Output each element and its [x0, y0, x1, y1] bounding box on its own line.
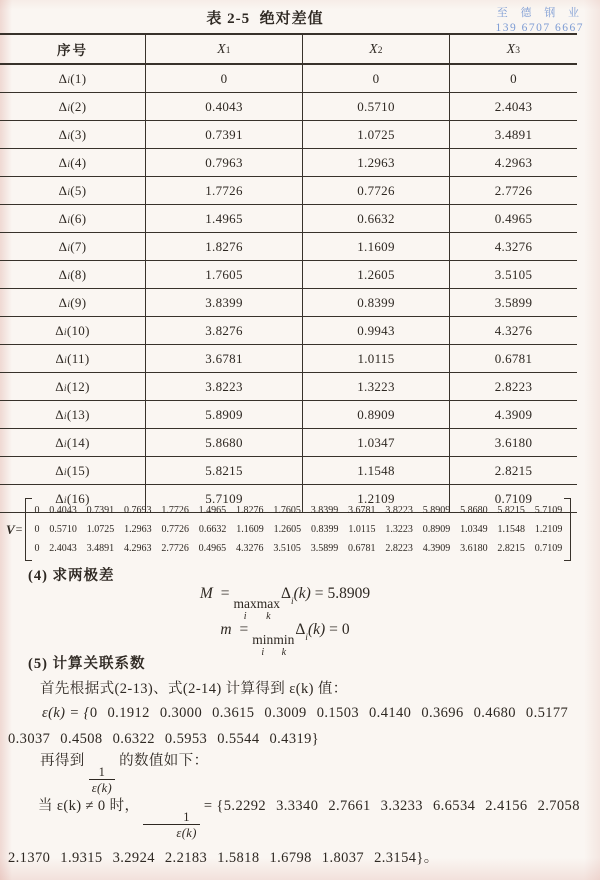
- fraction-numerator: 1: [183, 809, 190, 824]
- x1-value: 1.7726: [146, 177, 303, 204]
- x3-value: 0.4965: [494, 210, 533, 226]
- table-header-row: [0, 35, 577, 65]
- delta-argument: (k): [293, 585, 311, 602]
- x2-value: 1.0725: [303, 121, 450, 148]
- matrix-value: 3.5899: [310, 543, 339, 554]
- x1-value: 0.7391: [146, 121, 303, 148]
- x2-value: 0.8909: [303, 401, 450, 428]
- matrix-row: [34, 520, 562, 539]
- row-label: Δ $_i$ (4): [0, 149, 146, 176]
- matrix-value: 5.8909: [422, 505, 451, 516]
- matrix-value: 0.5710: [49, 524, 77, 535]
- matrix-value: 0: [34, 505, 40, 516]
- matrix-value: 1.2605: [273, 524, 302, 535]
- x2-value: 0.9943: [303, 317, 450, 344]
- reciprocal-values-paragraph: [8, 789, 596, 876]
- x1-value: 0: [146, 65, 303, 92]
- x3-value: 2.8215: [494, 462, 533, 478]
- diff-table: [0, 33, 577, 513]
- para3-pre-text: 当 ε(k) ≠ 0 时，: [38, 798, 140, 814]
- x2-value: 0.7726: [303, 177, 450, 204]
- max-limit-k: k: [266, 611, 271, 623]
- max-op: max: [233, 595, 257, 611]
- table-row: [0, 177, 577, 205]
- delta-subscript: i: [305, 633, 308, 644]
- table-row: [0, 121, 577, 149]
- equals-sign: =: [220, 585, 230, 602]
- x1-value: 3.8223: [146, 373, 303, 400]
- x3-value: 3.4891: [494, 126, 533, 142]
- fraction-denominator: [143, 824, 199, 840]
- row-label: Δ $_i$ (7): [0, 233, 146, 260]
- x2-value: 0.5710: [303, 93, 450, 120]
- matrix-value: 5.7109: [534, 505, 563, 516]
- row-label: Δ $_i$ (8): [0, 261, 146, 288]
- matrix-value: 1.8276: [236, 505, 264, 516]
- x1-value: 3.6781: [146, 345, 303, 372]
- para2-pre-text: 再得到: [40, 753, 85, 769]
- row-label: Δ $_i$ (2): [0, 93, 146, 120]
- header-x2-base: X: [369, 41, 378, 56]
- matrix-value: 0.7693: [123, 505, 152, 516]
- x1-value: 3.8276: [146, 317, 303, 344]
- table-row: [0, 65, 577, 93]
- x3-value: 4.3276: [494, 322, 533, 338]
- formula-M-lhs: M: [199, 585, 213, 602]
- section5-paragraph1: 首先根据式(2-13)、式(2-14) 计算得到 ε(k) 值：: [40, 681, 348, 697]
- epsilon-values-paragraph: [8, 700, 593, 752]
- matrix-value: 5.8215: [497, 505, 525, 516]
- x3-value: 3.6180: [494, 434, 533, 450]
- epsilon-prefix: ε(k) = {: [42, 705, 90, 721]
- x1-value: 1.7605: [146, 261, 303, 288]
- matrix-value: 1.2963: [124, 524, 152, 535]
- max-op: max: [256, 595, 280, 611]
- x2-value: 1.1609: [303, 233, 450, 260]
- equals-sign: =: [329, 621, 338, 638]
- row-label: Δ $_i$ (15): [0, 457, 146, 484]
- header-x1-base: X: [217, 41, 226, 56]
- fraction-denominator-text: ε(k): [91, 781, 113, 796]
- x3-value: 2.4043: [494, 98, 533, 114]
- epsilon-suffix: }: [311, 731, 320, 747]
- delta-subscript: i: [290, 597, 294, 608]
- row-label: Δ $_i$ (12): [0, 373, 146, 400]
- matrix-value: 0.4965: [198, 543, 227, 554]
- matrix-value: 3.8223: [385, 505, 413, 516]
- inv-suffix: }。: [416, 849, 439, 866]
- matrix-body: [25, 498, 571, 561]
- matrix-value: 2.4043: [49, 543, 77, 554]
- table-row: [0, 373, 577, 401]
- x2-value: 1.2963: [303, 149, 450, 176]
- formula-max-range: [0, 585, 570, 622]
- matrix-value: 3.5105: [273, 543, 301, 554]
- section5-heading: (5) 计算关联系数: [28, 656, 146, 672]
- matrix-value: 1.0725: [86, 524, 115, 535]
- x2-value: 0.6632: [303, 205, 450, 232]
- matrix-value: 3.6781: [348, 505, 376, 516]
- x1-value: 0.4043: [146, 93, 303, 120]
- matrix-row: [34, 501, 562, 520]
- reciprocal-fraction: [143, 810, 199, 841]
- table-row: [0, 345, 577, 373]
- matrix-value: 0.7109: [534, 543, 563, 554]
- x2-value: 1.3223: [303, 373, 450, 400]
- inv-equals-brace: = {: [203, 798, 224, 814]
- x3-value: 0.6781: [494, 350, 533, 366]
- matrix-value: 1.3223: [385, 524, 413, 535]
- matrix-value: 5.8680: [460, 505, 488, 516]
- row-label: Δ $_i$ (11): [0, 345, 146, 372]
- matrix-value: 0: [34, 543, 40, 554]
- matrix-value: 1.7726: [161, 505, 189, 516]
- section4-heading: (4) 求两极差: [28, 568, 115, 584]
- matrix-bracket-right: [564, 498, 571, 561]
- table-row: [0, 289, 577, 317]
- para2-post-text: 的数值如下：: [119, 753, 209, 769]
- inv-values: 5.2292 3.3340 2.7661 3.3233 6.6534 2.4156 2.7058 2.1370 1.9315 3.2924 2.2183 1.5818 1.6798 1.8037 2.3154: [8, 798, 580, 866]
- row-label: Δ $_i$ (5): [0, 177, 146, 204]
- table-row: [0, 401, 577, 429]
- min-op: min: [252, 631, 274, 647]
- header-serial: 序号: [0, 35, 146, 63]
- watermark-company: 至 德 钢 业: [496, 7, 584, 19]
- matrix-variable: V: [6, 521, 15, 537]
- x3-value: 2.7726: [494, 182, 533, 198]
- header-x1: X $_1$: [146, 35, 303, 63]
- matrix-value: 0.7391: [86, 505, 115, 516]
- x1-value: 5.8680: [146, 429, 303, 456]
- matrix-v: [6, 498, 571, 561]
- row-label: Δ $_i$ (3): [0, 121, 146, 148]
- matrix-value: 3.6180: [460, 543, 488, 554]
- matrix-value: 2.8223: [385, 543, 413, 554]
- matrix-value: 1.1548: [497, 524, 525, 535]
- table-row: [0, 93, 577, 121]
- matrix-row: [34, 539, 562, 558]
- diff-table-body: [0, 65, 577, 513]
- matrix-value: 1.2109: [534, 524, 563, 535]
- matrix-value: 0.8909: [422, 524, 451, 535]
- matrix-value: 0.6632: [198, 524, 227, 535]
- matrix-value: 4.2963: [123, 543, 152, 554]
- x2-value: 0: [303, 65, 450, 92]
- x1-value: 5.7109: [146, 485, 303, 512]
- x3-value: 0.7109: [494, 490, 533, 506]
- table-row: [0, 205, 577, 233]
- table-row: [0, 261, 577, 289]
- header-x2: X $_2$: [303, 35, 450, 63]
- x1-value: 5.8909: [146, 401, 303, 428]
- matrix-value: 2.7726: [161, 543, 189, 554]
- max-operator-i: [233, 597, 256, 623]
- delta-symbol: Δ: [280, 585, 291, 602]
- fraction-numerator: 1: [98, 764, 106, 779]
- x3-value: 3.5899: [494, 294, 533, 310]
- matrix-value: 1.1609: [236, 524, 264, 535]
- matrix-bracket-left: [25, 498, 32, 561]
- row-label: Δ $_i$ (6): [0, 205, 146, 232]
- matrix-value: 1.7605: [273, 505, 301, 516]
- header-x3-base: X: [506, 41, 516, 56]
- x3-value: 2.8223: [494, 378, 533, 394]
- x2-value: 1.2605: [303, 261, 450, 288]
- equals-sign: =: [239, 621, 249, 638]
- matrix-equals: =: [15, 522, 23, 536]
- min-op: min: [273, 631, 295, 647]
- x2-value: 1.0115: [303, 345, 450, 372]
- min-operator-k: [273, 633, 294, 659]
- matrix-value: 2.8215: [497, 543, 525, 554]
- fraction-denominator-text: ε(k): [176, 826, 197, 841]
- table-row: [0, 317, 577, 345]
- min-operator-i: [252, 633, 273, 659]
- row-label: Δ $_i$ (16): [0, 485, 146, 512]
- row-label: Δ $_i$ (1): [0, 65, 146, 92]
- matrix-value: 1.0115: [348, 524, 376, 535]
- min-range-value: 0: [341, 621, 350, 638]
- matrix-value: 0.6781: [348, 543, 376, 554]
- x1-value: 3.8399: [146, 289, 303, 316]
- row-label: Δ $_i$ (14): [0, 429, 146, 456]
- row-label: Δ $_i$ (9): [0, 289, 146, 316]
- x2-value: 1.2109: [303, 485, 450, 512]
- matrix-value: 1.4965: [198, 505, 227, 516]
- x2-value: 1.1548: [303, 457, 450, 484]
- matrix-rows: [32, 498, 564, 561]
- table-row: [0, 233, 577, 261]
- matrix-value: 1.0349: [460, 524, 488, 535]
- row-label: Δ $_i$ (13): [0, 401, 146, 428]
- x2-value: 1.0347: [303, 429, 450, 456]
- x1-value: 1.4965: [146, 205, 303, 232]
- eps-values: 0 0.1912 0.3000 0.3615 0.3009 0.1503 0.4140 0.3696 0.4680 0.5177 0.3037 0.4508 0.6322 0.5953 0.5544 0.4319: [8, 705, 569, 747]
- max-operator-k: [257, 597, 280, 623]
- delta-argument: (k): [307, 621, 326, 638]
- matrix-value: 0: [34, 524, 40, 535]
- x3-value: 3.5105: [494, 266, 533, 282]
- max-limit-i: i: [243, 611, 247, 623]
- table-row: [0, 457, 577, 485]
- matrix-value: 3.4891: [86, 543, 115, 554]
- formula-m-lhs: m: [220, 621, 232, 638]
- x2-value: 0.8399: [303, 289, 450, 316]
- row-label: Δ $_i$ (10): [0, 317, 146, 344]
- matrix-value: 4.3909: [422, 543, 451, 554]
- min-limit-k: k: [281, 647, 287, 659]
- watermark-phone: 139 6707 6667: [495, 21, 584, 34]
- x1-value: 0.7963: [146, 149, 303, 176]
- equals-sign: =: [314, 585, 324, 602]
- x3-value: 4.3909: [494, 406, 533, 422]
- header-x3: X $_3$: [506, 41, 521, 56]
- x1-value: 1.8276: [146, 233, 303, 260]
- delta-symbol: Δ: [295, 621, 306, 638]
- table-row: [0, 149, 577, 177]
- matrix-value: 0.4043: [49, 505, 77, 516]
- table-title: 表 2-5 绝对差值: [206, 11, 324, 27]
- x3-value: 4.3276: [494, 238, 533, 254]
- matrix-value: 3.8399: [310, 505, 339, 516]
- min-limit-i: i: [261, 647, 265, 659]
- matrix-value: 4.3276: [236, 543, 264, 554]
- matrix-value: 0.7726: [161, 524, 189, 535]
- x1-value: 5.8215: [146, 457, 303, 484]
- table-row: [0, 429, 577, 457]
- x3-value: 4.2963: [494, 154, 533, 170]
- max-range-value: 5.8909: [327, 585, 371, 602]
- x3-value: 0: [510, 70, 517, 86]
- matrix-value: 0.8399: [310, 524, 339, 535]
